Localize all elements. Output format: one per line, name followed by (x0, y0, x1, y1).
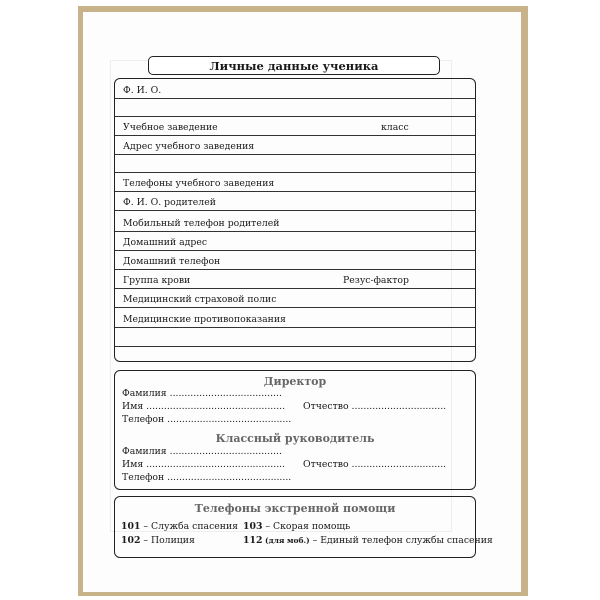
emergency-text: – Полиция (140, 535, 195, 546)
emergency-item (121, 535, 195, 546)
field-school-label: Учебное заведение (123, 122, 218, 133)
director-name[interactable]: Имя ............................................... (122, 401, 286, 412)
field-contraindications-extra[interactable] (115, 328, 475, 347)
page-title: Личные данные ученика (148, 56, 440, 75)
field-contraindications-label: Медицинские противопоказания (123, 314, 286, 325)
emergency-text: – Единый телефон службы спасения (309, 535, 493, 546)
field-insurance-label: Медицинский страховой полис (123, 294, 277, 305)
emergency-text: – Скорая помощь (262, 521, 351, 532)
teacher-patronymic[interactable]: Отчество ................................ (303, 459, 447, 470)
field-school-phones-label: Телефоны учебного заведения (123, 178, 275, 189)
field-parents-mobile-label: Мобильный телефон родителей (123, 218, 280, 229)
field-home-phone[interactable] (115, 251, 475, 270)
emergency-item (121, 521, 238, 532)
emergency-note: (для моб.) (262, 536, 310, 545)
field-home-phone-label: Домашний телефон (123, 256, 221, 267)
field-class-label: класс (381, 122, 409, 133)
emergency-item (243, 521, 350, 532)
field-rh-factor-label: Резус-фактор (343, 275, 409, 286)
emergency-box (114, 496, 493, 558)
field-fio-extra[interactable] (115, 99, 475, 117)
emergency-number: 103 (243, 521, 263, 532)
teacher-name[interactable]: Имя ............................................... (122, 459, 286, 470)
director-surname[interactable]: Фамилия ...................................... (122, 388, 282, 399)
teacher-phone[interactable]: Телефон .......................................... (122, 472, 292, 483)
field-parents-mobile[interactable] (115, 211, 475, 232)
emergency-number: 102 (121, 535, 141, 546)
field-fio-label: Ф. И. О. (123, 85, 162, 96)
teacher-surname[interactable]: Фамилия ...................................... (122, 446, 282, 457)
field-parents-fio-label: Ф. И. О. родителей (123, 197, 216, 208)
field-parents-fio[interactable] (115, 192, 475, 211)
field-home-address-label: Домашний адрес (123, 237, 208, 248)
emergency-title: Телефоны экстренной помощи (194, 502, 396, 515)
field-fio[interactable] (115, 79, 475, 99)
field-blood-group-label: Группа крови (123, 275, 191, 286)
field-school-address-label: Адрес учебного заведения (123, 141, 255, 152)
director-phone[interactable]: Телефон .......................................... (122, 414, 292, 425)
field-school-address[interactable] (115, 136, 475, 155)
emergency-text: – Служба спасения (140, 521, 239, 532)
teacher-title: Классный руководитель (215, 432, 375, 445)
field-blood-group[interactable] (115, 270, 475, 289)
director-patronymic[interactable]: Отчество ................................ (303, 401, 447, 412)
field-school-address-extra[interactable] (115, 155, 475, 173)
field-home-address[interactable] (115, 232, 475, 251)
emergency-number: 101 (121, 521, 141, 532)
contacts-box (114, 370, 476, 490)
field-school-phones[interactable] (115, 173, 475, 192)
emergency-number: 112 (243, 535, 263, 546)
field-school[interactable] (115, 117, 475, 136)
emergency-item (243, 535, 493, 546)
personal-data-form (114, 78, 476, 362)
field-contraindications[interactable] (115, 308, 475, 328)
field-insurance[interactable] (115, 289, 475, 308)
director-title: Директор (263, 375, 327, 388)
